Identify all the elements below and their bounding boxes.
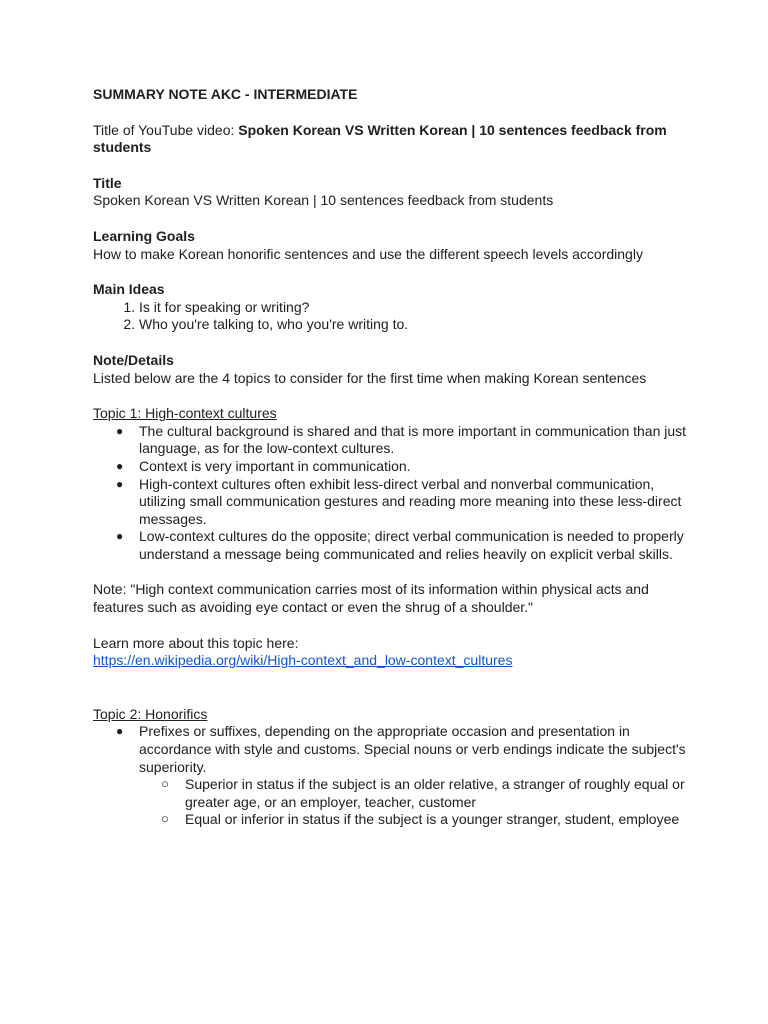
- topic1-heading: Topic 1: High-context cultures: [93, 405, 277, 422]
- sub-list-item: [139, 776, 693, 811]
- learn-more-text: Learn more about this topic here:: [93, 634, 299, 651]
- list-item-text: Low-context cultures do the opposite; direct verbal communication is needed to properly understand a message being communicated and relies heavily on explicit verbal skills.: [139, 528, 684, 562]
- video-title-line: [93, 122, 693, 157]
- topic2-sub-list: [139, 776, 693, 829]
- sub-list-item-text: Equal or inferior in status if the subject is a younger stranger, student, employee: [185, 811, 680, 828]
- wikipedia-link[interactable]: https://en.wikipedia.org/wiki/High-context_and_low-context_cultures: [93, 652, 513, 669]
- list-item: [93, 476, 693, 529]
- list-item: [93, 723, 693, 829]
- hollow-bullet-icon: ○: [161, 776, 169, 792]
- title-text: Spoken Korean VS Written Korean | 10 sentences feedback from students: [93, 192, 554, 209]
- list-item-text: The cultural background is shared and that is more important in communication than just language, as for the low-context cultures.: [139, 422, 687, 457]
- title-label: Title: [93, 174, 122, 191]
- topic1-bullet-list: [93, 423, 693, 564]
- list-item-text: Prefixes or suffixes, depending on the appropriate occasion and presentation in accordance with style and customs. Special nouns or verb endings indicate the subject's superiority.: [139, 723, 686, 775]
- document-page: [93, 86, 693, 829]
- bullet-icon: ●: [116, 423, 124, 438]
- list-item: [93, 528, 693, 563]
- hollow-bullet-icon: ○: [161, 811, 169, 827]
- bullet-icon: ●: [116, 476, 124, 491]
- bullet-icon: ●: [116, 458, 124, 473]
- topic2-bullet-list: [93, 723, 693, 829]
- bullet-icon: ●: [116, 529, 124, 544]
- list-item-text: High-context cultures often exhibit less-direct verbal and nonverbal communication, utilizing small communication gestures and reading more meaning into these less-direct messages.: [139, 475, 682, 527]
- bullet-icon: ●: [116, 724, 124, 739]
- learning-goals-label: Learning Goals: [93, 227, 195, 244]
- video-title-prefix: Title of YouTube video:: [93, 121, 239, 138]
- note-details-label: Note/Details: [93, 351, 174, 368]
- sub-list-item-text: Superior in status if the subject is an older relative, a stranger of roughly equal or greater age, or an employer, teacher, customer: [185, 776, 685, 810]
- learning-goals-text: How to make Korean honorific sentences and use the different speech levels accordingly: [93, 245, 643, 262]
- topic1-note: Note: "High context communication carries most of its information within physical acts and features such as avoiding eye contact or even the shrug of a shoulder.": [93, 581, 649, 616]
- main-ideas-list: [93, 299, 693, 334]
- main-idea-item: 1. Is it for speaking or writing?: [139, 299, 693, 317]
- note-details-text: Listed below are the 4 topics to consider for the first time when making Korean sentences: [93, 369, 647, 386]
- main-idea-item: 2. Who you're talking to, who you're writing to.: [139, 316, 693, 334]
- list-item: [93, 458, 693, 476]
- document-heading: SUMMARY NOTE AKC - INTERMEDIATE: [93, 86, 358, 102]
- video-title: Spoken Korean VS Written Korean | 10 sentences feedback from students: [93, 121, 667, 156]
- list-item: [93, 423, 693, 458]
- list-item-text: Context is very important in communication.: [139, 457, 411, 474]
- main-ideas-label: Main Ideas: [93, 281, 165, 298]
- topic2-heading: Topic 2: Honorifics: [93, 705, 208, 722]
- sub-list-item: [139, 811, 693, 829]
